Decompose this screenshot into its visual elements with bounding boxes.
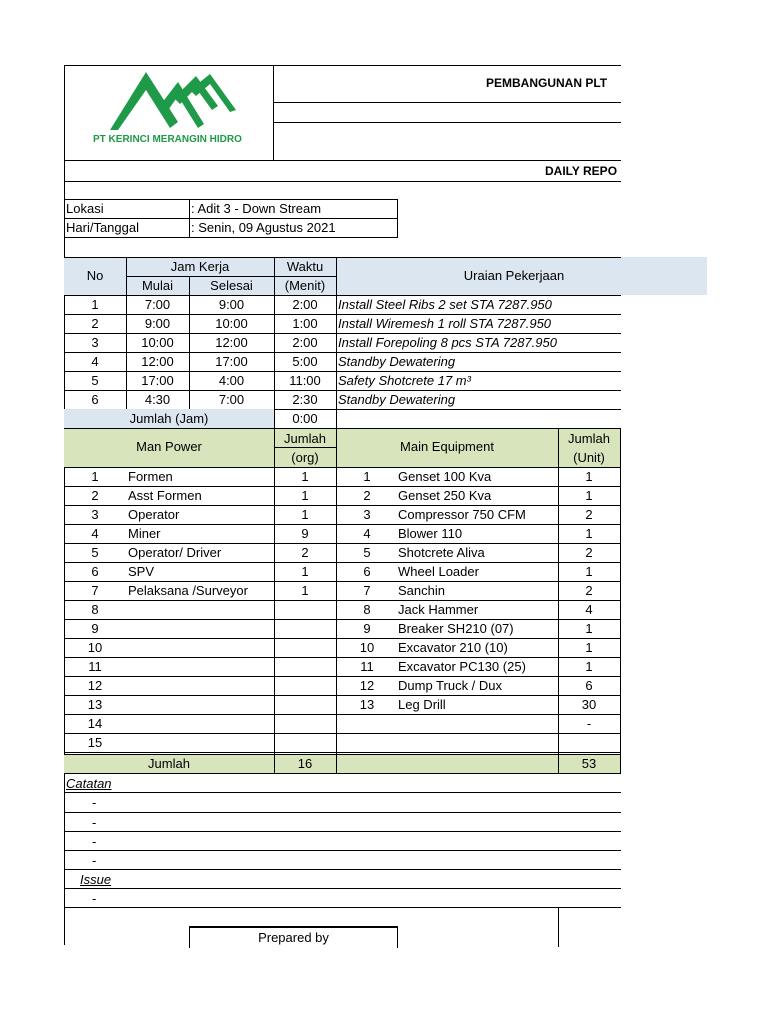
col-no: No bbox=[86, 268, 104, 283]
manpower-row-no: 2 bbox=[91, 488, 99, 503]
work-row-no: 5 bbox=[91, 373, 99, 388]
manpower-row-qty: 9 bbox=[301, 526, 309, 541]
work-row-mulai: 7:00 bbox=[144, 297, 171, 312]
equipment-row-name: Genset 250 Kva bbox=[398, 488, 492, 503]
equipment-row-name: Blower 110 bbox=[398, 526, 463, 541]
equipment-row-name: Genset 100 Kva bbox=[398, 469, 492, 484]
equipment-row-name: Sanchin bbox=[398, 583, 445, 598]
manpower-row-no: 3 bbox=[91, 507, 99, 522]
manpower-row-no: 12 bbox=[87, 678, 103, 693]
equipment-row-no: 4 bbox=[363, 526, 371, 541]
work-row-uraian: Standby Dewatering bbox=[338, 354, 456, 369]
work-row-mulai: 10:00 bbox=[141, 335, 174, 350]
manpower-row-name: Pelaksana /Surveyor bbox=[128, 583, 248, 598]
work-row-uraian: Standby Dewatering bbox=[338, 392, 456, 407]
work-row-uraian: Install Forepoling 8 pcs STA 7287.950 bbox=[338, 335, 557, 350]
equipment-row-qty: 1 bbox=[585, 621, 593, 636]
work-row-waktu: 5:00 bbox=[292, 354, 318, 369]
equipment-row-no: 9 bbox=[363, 621, 371, 636]
equipment-row-no: 7 bbox=[363, 583, 371, 598]
equipment-row-name: Shotcrete Aliva bbox=[398, 545, 485, 560]
manpower-row-qty: 1 bbox=[301, 507, 309, 522]
manpower-row-no: 13 bbox=[87, 697, 103, 712]
equipment-row-qty: 2 bbox=[585, 545, 593, 560]
manpower-row-no: 15 bbox=[87, 735, 103, 750]
equipment-unit: (Unit) bbox=[573, 450, 605, 465]
manpower-row-no: 7 bbox=[91, 583, 99, 598]
equipment-row-no: 10 bbox=[359, 640, 375, 655]
manpower-row-no: 5 bbox=[91, 545, 99, 560]
equipment-row-qty: 30 bbox=[581, 697, 597, 712]
catatan-item: - bbox=[92, 795, 97, 810]
work-row-waktu: 1:00 bbox=[292, 316, 318, 331]
work-row-no: 6 bbox=[91, 392, 99, 407]
equipment-header: Main Equipment bbox=[400, 439, 494, 454]
equipment-row-name: Jack Hammer bbox=[398, 602, 479, 617]
equipment-row-qty: 4 bbox=[585, 602, 593, 617]
resources-total-equipment: 53 bbox=[581, 756, 597, 771]
manpower-row-qty: 1 bbox=[301, 469, 309, 484]
work-row-selesai: 17:00 bbox=[215, 354, 248, 369]
work-row-waktu: 2:00 bbox=[292, 335, 318, 350]
work-row-uraian: Safety Shotcrete 17 m³ bbox=[338, 373, 471, 388]
equipment-row-name: Leg Drill bbox=[398, 697, 446, 712]
manpower-row-no: 1 bbox=[91, 469, 99, 484]
report-title: DAILY REPO bbox=[545, 164, 618, 178]
catatan-item: - bbox=[92, 815, 97, 830]
work-row-waktu: 11:00 bbox=[289, 373, 321, 388]
equipment-row-no: 6 bbox=[363, 564, 371, 579]
manpower-row-qty: 1 bbox=[301, 583, 309, 598]
manpower-row-no: 14 bbox=[87, 716, 103, 731]
manpower-row-name: Formen bbox=[128, 469, 173, 484]
manpower-row-no: 10 bbox=[87, 640, 103, 655]
resources-total-manpower: 16 bbox=[297, 756, 313, 771]
work-row-selesai: 12:00 bbox=[215, 335, 248, 350]
equipment-jumlah: Jumlah bbox=[568, 431, 610, 446]
catatan-label: Catatan bbox=[66, 776, 112, 791]
lokasi-value: : Adit 3 - Down Stream bbox=[191, 201, 322, 216]
equipment-row-name: Compressor 750 CFM bbox=[398, 507, 526, 522]
work-row-waktu: 2:30 bbox=[292, 392, 318, 407]
work-row-mulai: 17:00 bbox=[141, 373, 174, 388]
col-uraian: Uraian Pekerjaan bbox=[463, 268, 565, 283]
work-row-mulai: 9:00 bbox=[144, 316, 171, 331]
work-row-uraian: Install Steel Ribs 2 set STA 7287.950 bbox=[338, 297, 552, 312]
issue-item: - bbox=[92, 891, 97, 906]
equipment-row-qty: 1 bbox=[585, 526, 593, 541]
work-row-selesai: 9:00 bbox=[218, 297, 245, 312]
equipment-row-name: Excavator PC130 (25) bbox=[398, 659, 526, 674]
work-row-mulai: 12:00 bbox=[141, 354, 174, 369]
work-row-selesai: 10:00 bbox=[215, 316, 248, 331]
equipment-row-name: Dump Truck / Dux bbox=[398, 678, 503, 693]
col-mulai: Mulai bbox=[141, 278, 174, 293]
manpower-org: (org) bbox=[291, 450, 319, 465]
company-name: PT KERINCI MERANGIN HIDRO bbox=[93, 134, 242, 145]
manpower-header: Man Power bbox=[136, 439, 202, 454]
work-row-uraian: Install Wiremesh 1 roll STA 7287.950 bbox=[338, 316, 552, 331]
work-row-mulai: 4:30 bbox=[144, 392, 171, 407]
equipment-row-name: Wheel Loader bbox=[398, 564, 479, 579]
work-row-no: 1 bbox=[91, 297, 99, 312]
work-row-selesai: 7:00 bbox=[218, 392, 245, 407]
work-row-selesai: 4:00 bbox=[218, 373, 245, 388]
equipment-row-qty: 1 bbox=[585, 659, 593, 674]
manpower-row-name: SPV bbox=[128, 564, 155, 579]
manpower-row-no: 4 bbox=[91, 526, 99, 541]
equipment-row-no: 8 bbox=[363, 602, 371, 617]
equipment-row-name: Breaker SH210 (07) bbox=[398, 621, 514, 636]
equipment-row-qty: 1 bbox=[585, 564, 593, 579]
equipment-row-qty: 1 bbox=[585, 469, 593, 484]
manpower-jumlah: Jumlah bbox=[284, 431, 326, 446]
work-row-no: 3 bbox=[91, 335, 99, 350]
manpower-row-name: Miner bbox=[128, 526, 161, 541]
work-total-value: 0:00 bbox=[292, 411, 318, 426]
equipment-row-no: 5 bbox=[363, 545, 371, 560]
col-selesai: Selesai bbox=[210, 278, 253, 293]
manpower-row-no: 8 bbox=[91, 602, 99, 617]
equipment-row-qty: - bbox=[586, 716, 592, 731]
equipment-row-no: 12 bbox=[359, 678, 375, 693]
equipment-row-qty: 2 bbox=[585, 507, 593, 522]
manpower-row-no: 6 bbox=[91, 564, 99, 579]
equipment-row-name: Excavator 210 (10) bbox=[398, 640, 508, 655]
col-jam-kerja: Jam Kerja bbox=[170, 259, 230, 274]
catatan-item: - bbox=[92, 834, 97, 849]
manpower-row-qty: 1 bbox=[301, 488, 309, 503]
equipment-row-no: 13 bbox=[359, 697, 375, 712]
equipment-row-qty: 1 bbox=[585, 488, 593, 503]
prepared-by-label: Prepared by bbox=[258, 930, 329, 945]
mountain-logo-icon bbox=[108, 70, 248, 132]
col-menit: (Menit) bbox=[284, 278, 326, 293]
equipment-row-no: 2 bbox=[363, 488, 371, 503]
work-row-no: 4 bbox=[91, 354, 99, 369]
equipment-row-qty: 6 bbox=[585, 678, 593, 693]
manpower-row-no: 11 bbox=[88, 659, 102, 674]
equipment-row-qty: 2 bbox=[585, 583, 593, 598]
tanggal-value: : Senin, 09 Agustus 2021 bbox=[191, 220, 336, 235]
equipment-row-no: 1 bbox=[363, 469, 371, 484]
manpower-row-name: Operator bbox=[128, 507, 180, 522]
col-waktu: Waktu bbox=[286, 259, 324, 274]
manpower-row-no: 9 bbox=[91, 621, 99, 636]
manpower-row-qty: 1 bbox=[301, 564, 309, 579]
work-total-label: Jumlah (Jam) bbox=[129, 411, 209, 426]
work-row-waktu: 2:00 bbox=[292, 297, 318, 312]
equipment-row-no: 3 bbox=[363, 507, 371, 522]
equipment-row-no: 11 bbox=[360, 659, 374, 674]
issue-label: Issue bbox=[80, 872, 112, 887]
tanggal-label: Hari/Tanggal bbox=[66, 220, 139, 235]
project-title: PEMBANGUNAN PLT bbox=[486, 76, 608, 90]
equipment-row-qty: 1 bbox=[585, 640, 593, 655]
manpower-row-qty: 2 bbox=[301, 545, 309, 560]
manpower-row-name: Asst Formen bbox=[128, 488, 202, 503]
catatan-item: - bbox=[92, 853, 97, 868]
resources-total-label: Jumlah bbox=[148, 756, 190, 771]
work-row-no: 2 bbox=[91, 316, 99, 331]
manpower-row-name: Operator/ Driver bbox=[128, 545, 222, 560]
lokasi-label: Lokasi bbox=[66, 201, 104, 216]
